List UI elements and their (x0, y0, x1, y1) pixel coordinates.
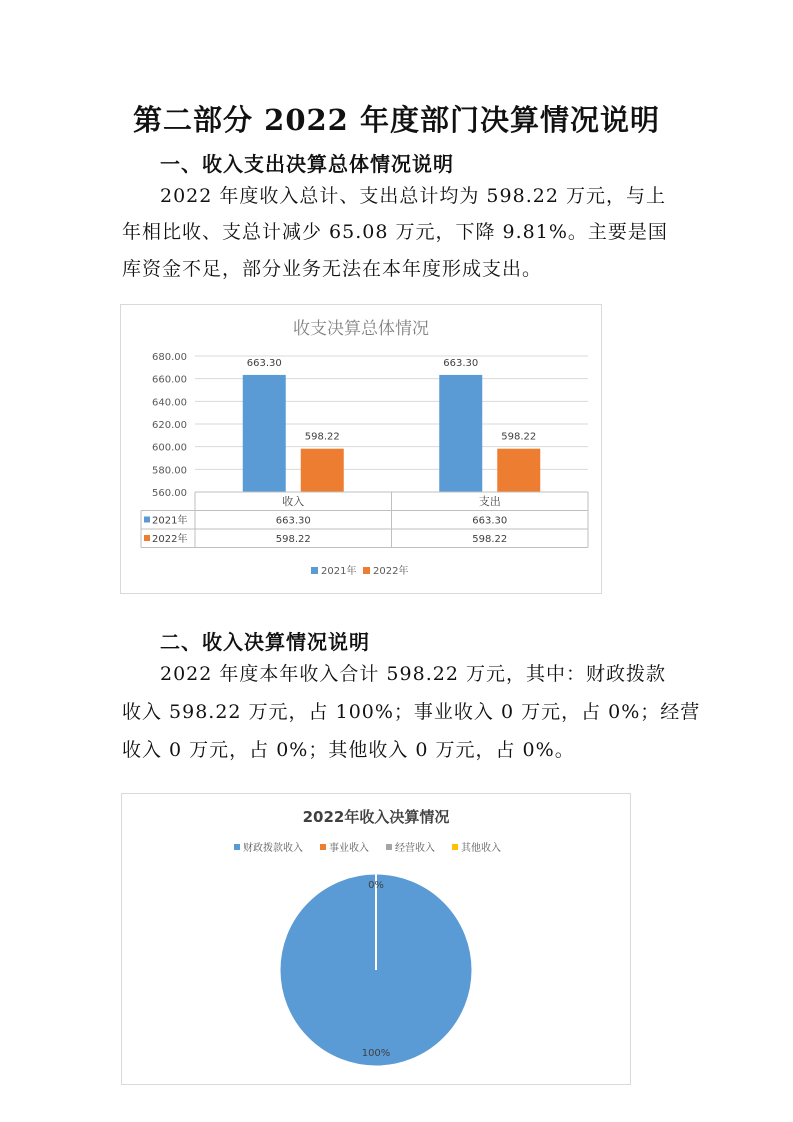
bar-data-label: 598.22 (501, 431, 537, 443)
legend-key-2022 (363, 567, 370, 574)
bar-y-tick-label: 680.00 (152, 352, 187, 363)
bar-data-label: 598.22 (304, 431, 340, 443)
table-category-label: 支出 (478, 495, 501, 508)
pie-chart-title: 2022年收入决算情况 (302, 808, 450, 826)
bar-chart (121, 305, 601, 593)
legend-label: 2022年 (373, 566, 409, 577)
bar-y-tick-label: 560.00 (152, 488, 187, 499)
bar-y-tick-label: 660.00 (152, 374, 187, 386)
section1-line-3: 库资金不足，部分业务无法在本年度形成支出。 (122, 258, 543, 280)
bar-y-tick-label: 600.00 (152, 442, 187, 454)
pie-legend-label: 财政拨款收入 (243, 843, 303, 854)
pie-legend-label: 其他收入 (461, 843, 501, 854)
section1-line-1: 2022 年度收入总计、支出总计均为 598.22 万元，与上 (160, 185, 666, 207)
bar-data-label: 663.30 (246, 357, 282, 369)
bar-2022-0 (301, 449, 344, 492)
bar-y-tick-label: 620.00 (152, 420, 187, 431)
pie-legend-key (234, 844, 240, 850)
bar-chart-frame (120, 304, 602, 594)
section1-heading: 一、收入支出决算总体情况说明 (160, 152, 454, 176)
bar-2022-1 (497, 449, 540, 492)
section2-line-2: 收入 598.22 万元，占 100%；事业收入 0 万元，占 0%；经营 (122, 701, 701, 723)
bar-chart-title: 收支决算总体情况 (293, 319, 429, 339)
legend-label: 2021年 (321, 566, 357, 577)
table-category-label: 收入 (282, 495, 305, 508)
table-cell-value: 598.22 (472, 534, 508, 545)
table-cell-value: 663.30 (472, 515, 508, 527)
pie-legend-key (386, 844, 392, 850)
pie-legend-label: 事业收入 (329, 843, 369, 854)
table-legend-key (144, 517, 150, 523)
pie-data-label-100: 100% (361, 1048, 391, 1059)
page-title: 第二部分 2022 年度部门决算情况说明 (133, 103, 660, 137)
bar-y-tick-label: 580.00 (152, 465, 187, 477)
bar-y-tick-label: 640.00 (152, 397, 187, 409)
section2-heading: 二、收入决算情况说明 (160, 630, 370, 654)
pie-chart (122, 794, 630, 1084)
legend-key-2021 (311, 567, 318, 574)
pie-chart-frame (121, 793, 631, 1085)
section2-line-1: 2022 年度本年收入合计 598.22 万元，其中：财政拨款 (160, 663, 666, 685)
table-cell-value: 598.22 (275, 534, 311, 545)
pie-legend-key (320, 844, 326, 850)
pie-data-label-0: 0% (368, 880, 384, 891)
table-cell-value: 663.30 (275, 515, 311, 527)
table-legend-key (144, 535, 150, 541)
pie-legend-key (452, 844, 458, 850)
bar-data-label: 663.30 (443, 357, 479, 369)
section1-line-2: 年相比收、支总计减少 65.08 万元，下降 9.81%。主要是国 (122, 221, 668, 243)
bar-2021-1 (439, 375, 482, 492)
pie-legend-label: 经营收入 (395, 843, 435, 854)
section2-line-3: 收入 0 万元，占 0%；其他收入 0 万元，占 0%。 (122, 739, 575, 761)
table-series-name: 2021年 (152, 515, 188, 527)
table-series-name: 2022年 (152, 534, 188, 545)
bar-2021-0 (243, 375, 286, 492)
